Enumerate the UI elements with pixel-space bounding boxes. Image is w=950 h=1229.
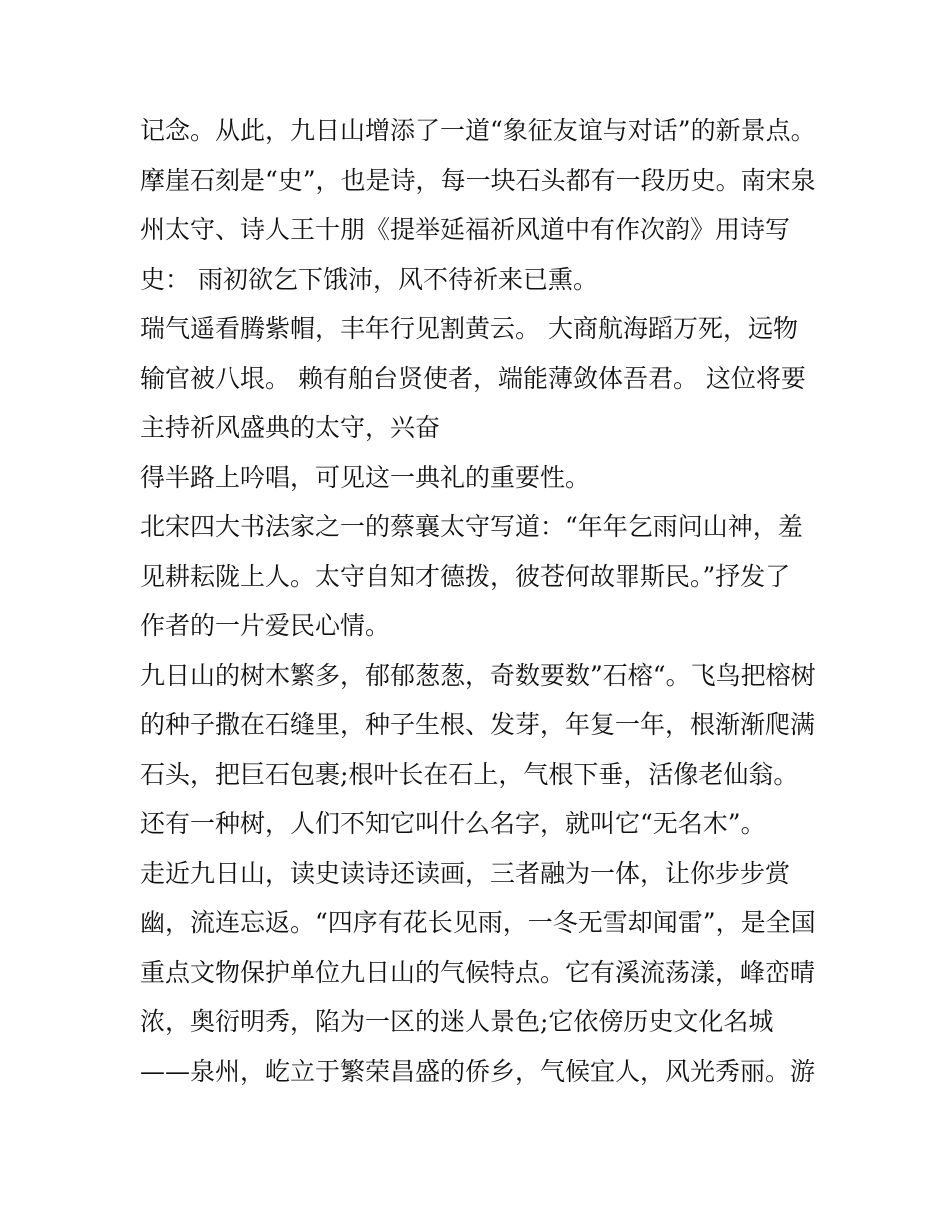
text-line: 瑞气遥看腾紫帽，丰年行见割黄云。 大商航海蹈万死，远物 xyxy=(140,314,798,343)
text-line: 主持祈风盛典的太守，兴奋 xyxy=(140,413,441,442)
text-line: 石头，把巨石包裹;根叶长在石上，气根下垂，活像老仙翁。 xyxy=(140,759,799,789)
text-line: 州太守、诗人王十朋《提举延福祈风道中有作次韵》用诗写 xyxy=(140,215,791,244)
text-line: 得半路上吟唱，可见这一典礼的重要性。 xyxy=(140,462,591,492)
text-line: 浓，奥衍明秀，陷为一区的迷人景色;它依傍历史文化名城 xyxy=(140,1007,774,1036)
text-line: 还有一种树，人们不知它叫什么名字，就叫它“无名木”。 xyxy=(140,809,766,838)
text-line: 作者的一片爱民心情。 xyxy=(140,611,391,640)
text-line: 幽，流连忘返。“四序有花长见雨，一冬无雪却闻雷”，是全国 xyxy=(140,908,816,937)
text-line: 走近九日山，读史读诗还读画，三者融为一体，让你步步赏 xyxy=(140,858,791,888)
text-line: 见耕耘陇上人。太守自知才德拨，彼苍何故罪斯民。”抒发了 xyxy=(140,561,791,591)
text-line: 史： 雨初欲乞下饿沛，风不待祈来已熏。 xyxy=(140,264,598,294)
text-line: 九日山的树木繁多，郁郁葱葱，奇数要数”石榕“。飞鸟把榕树 xyxy=(140,660,816,690)
text-line: 北宋四大书法家之一的蔡襄太守写道：“年年乞雨问山神，羞 xyxy=(140,512,803,541)
text-line: 记念。从此，九日山增添了一道“象征友谊与对话”的新景点。 xyxy=(140,116,816,145)
text-line: ——泉州，屹立于繁荣昌盛的侨乡，气候宜人，风光秀丽。游 xyxy=(140,1056,816,1086)
text-line: 输官被八垠。 赖有舶台贤使者，端能薄敛体吾君。 这位将要 xyxy=(140,363,806,393)
text-line: 重点文物保护单位九日山的气候特点。它有溪流荡漾，峰峦晴 xyxy=(140,957,816,987)
text-line: 的种子撒在石缝里，种子生根、发芽，年复一年，根渐渐爬满 xyxy=(140,710,816,739)
body-text xyxy=(140,106,820,1096)
text-line: 摩崖石刻是“史”，也是诗，每一块石头都有一段历史。南宋泉 xyxy=(140,165,816,195)
